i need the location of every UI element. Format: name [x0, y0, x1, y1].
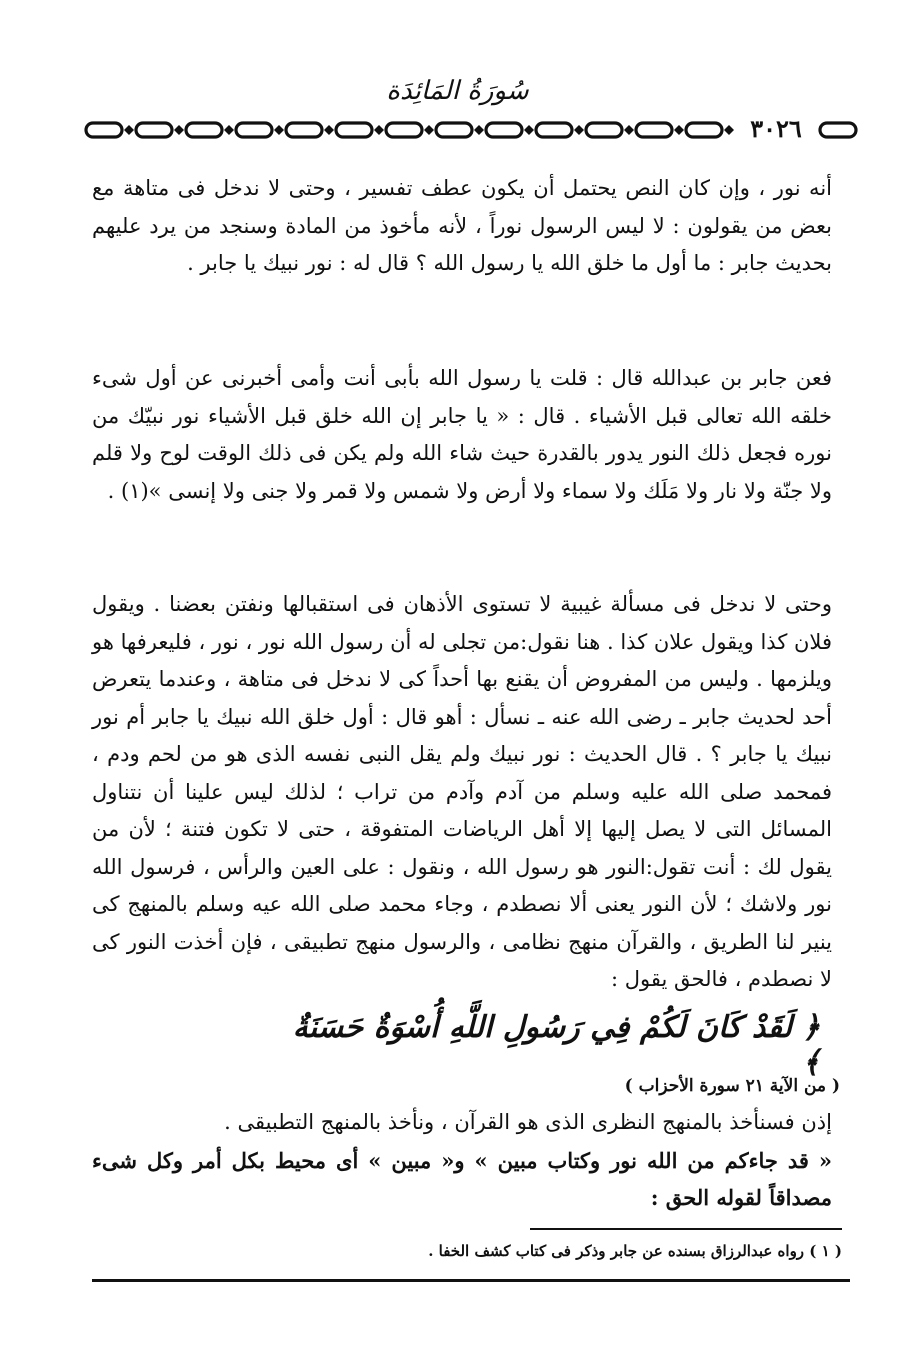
- chain-diamond: [224, 125, 234, 135]
- paragraph-5: « قد جاءكم من الله نور وكتاب مبين » و« مبين » أى محيط بكل أمر وكل شىء مصداقاً لقوله الحق :: [92, 1148, 832, 1210]
- paragraph-1: أنه نور ، وإن كان النص يحتمل أن يكون عطف تفسير ، وحتى لا ندخل فى متاهة مع بعض من يقولون : لا ليس الرسول نوراً ، لأنه مأخوذ من المادة وسنجد من يرد عليهم بحديث جابر : ما أول ما خلق الله يا رسول الله ؟ قال له : نور نبيك يا جابر .: [92, 176, 832, 275]
- chain-diamond: [424, 125, 434, 135]
- surah-title: سُورَةُ المَائِدَة: [386, 76, 529, 106]
- chain-diamond: [524, 125, 534, 135]
- chain-link: [486, 123, 522, 137]
- chain-link: [236, 123, 272, 137]
- chain-diamond: [174, 125, 184, 135]
- chain-diamond: [474, 125, 484, 135]
- quran-verse: ﴿ لَقَدْ كَانَ لَكُمْ فِي رَسُولِ اللَّهِ أُسْوَةٌ حَسَنَةٌ ﴾: [292, 1010, 820, 1080]
- paragraph-4: إذن فسنأخذ بالمنهج النظرى الذى هو القرآن ، ونأخذ بالمنهج التطبيقى .: [224, 1110, 832, 1134]
- chain-link: [136, 123, 172, 137]
- chain-diamond: [724, 125, 734, 135]
- chain-link: [336, 123, 372, 137]
- chain-link: [686, 123, 722, 137]
- chain-diamond: [324, 125, 334, 135]
- chain-link: [186, 123, 222, 137]
- chain-diamond: [624, 125, 634, 135]
- paragraph-3: وحتى لا ندخل فى مسألة غيبية لا تستوى الأذهان فى استقبالها ونفتن بعضنا . ويقول فلان كذا ويقول علان كذا . هنا نقول:من تجلى له أن رسول الله نور ، نور ، فليعرفها هو ويلزمها . وليس من المفروض أن يقنع بها أحداً كى لا ندخل فى متاهة ، وعندما يتعرض أحد لحديث جابر ـ رضى الله عنه ـ نسأل : أهو قال : أول خلق الله نبيك يا جابر أم نور نبيك يا جابر ؟ . قال الحديث : نور نبيك ولم يقل النبى نفسه الذى هو من لحم ودم ، فمحمد صلى الله عليه وسلم من آدم وآدم من تراب ؛ لذلك ليس علينا أن نتناول المسائل التى لا يصل إليها إلا أهل الرياضات المتفوقة ، حتى لا تكون فتنة ؛ لأن من يقول لك : أنت تقول:النور هو رسول الله ، ونقول : على العين والرأس ، فرسول الله نور ولاشك ؛ لأن النور يعنى ألا نصطدم ، وجاء محمد صلى الله عيه وسلم بالمنهج كى ينير لنا الطريق ، والقرآن منهج نظامى ، والرسول منهج تطبيقى ، فإن أخذت النور كى لا نصطدم ، فالحق يقول :: [92, 592, 832, 991]
- bottom-rule: [92, 1279, 850, 1282]
- chain-link: [86, 123, 122, 137]
- chain-diamond: [374, 125, 384, 135]
- paragraph-2: فعن جابر بن عبدالله قال : قلت يا رسول الله بأبى أنت وأمى أخبرنى عن أول شىء خلقه الله تعالى قبل الأشياء . قال : « يا جابر إن الله خلق قبل الأشياء نور نبيّك من نوره فجعل ذلك النور يدور بالقدرة حيث شاء الله ولم يكن فى ذلك الوقت لوح ولا قلم ولا جنّة ولا نار ولا مَلَك ولا سماء ولا أرض ولا شمس ولا قمر ولا جنى ولا إنسى »(١) .: [92, 366, 832, 503]
- chain-diamond: [274, 125, 284, 135]
- chain-diamond: [674, 125, 684, 135]
- footnote: ( ١ ) رواه عبدالرزاق بسنده عن جابر وذكر فى كتاب كشف الخفا .: [428, 1242, 842, 1260]
- chain-link: [636, 123, 672, 137]
- chain-link: [436, 123, 472, 137]
- chain-diamond: [574, 125, 584, 135]
- chain-link: [536, 123, 572, 137]
- chain-link: [820, 123, 856, 137]
- page-number: ٣٠٢٦: [742, 114, 810, 143]
- chain-diamond: [124, 125, 134, 135]
- verse-reference: ( من الآية ٢١ سورة الأحزاب ): [624, 1076, 840, 1096]
- chain-link: [386, 123, 422, 137]
- chain-link: [286, 123, 322, 137]
- footnote-separator: [530, 1228, 842, 1230]
- chain-link: [586, 123, 622, 137]
